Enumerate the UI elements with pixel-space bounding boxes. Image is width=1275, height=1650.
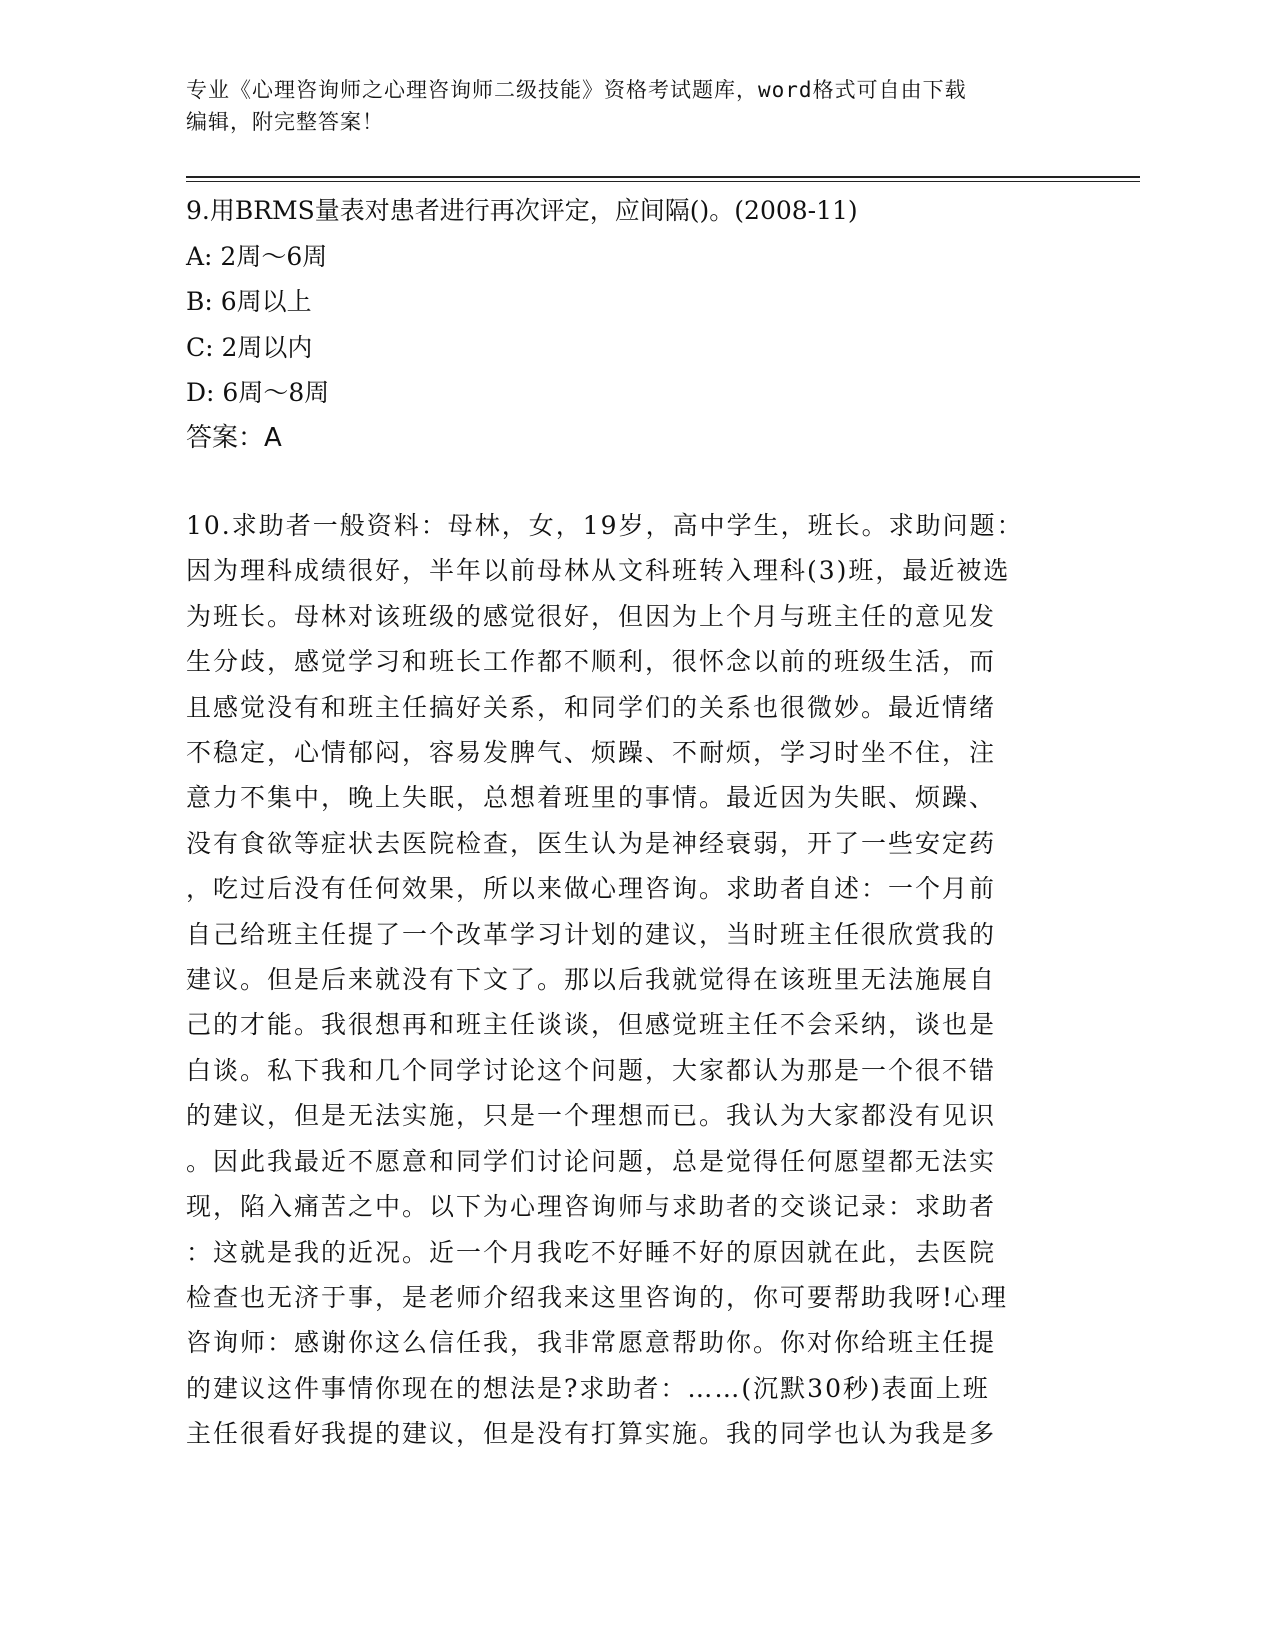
question-9-option-d: D: 6周～8周 — [186, 378, 330, 407]
header-divider-thin — [186, 181, 1140, 182]
question-10-line: 生分歧，感觉学习和班长工作都不顺利，很怀念以前的班级生活，而 — [186, 647, 997, 677]
question-9-answer: 答案：A — [186, 422, 282, 453]
document-header — [186, 74, 1066, 138]
question-10-line: 的建议，但是无法实施，只是一个理想而已。我认为大家都没有见识 — [186, 1101, 997, 1131]
question-10-line: 咨询师：感谢你这么信任我，我非常愿意帮助你。你对你给班主任提 — [186, 1328, 997, 1358]
header-line-1: 专业《心理咨询师之心理咨询师二级技能》资格考试题库，word格式可自由下载 — [186, 78, 967, 102]
question-10-line: 建议。但是后来就没有下文了。那以后我就觉得在该班里无法施展自 — [186, 965, 997, 995]
question-10-line: 主任很看好我提的建议，但是没有打算实施。我的同学也认为我是多 — [186, 1419, 997, 1449]
question-10-line: 且感觉没有和班主任搞好关系，和同学们的关系也很微妙。最近情绪 — [186, 692, 997, 722]
question-10-line: 的建议这件事情你现在的想法是?求助者：……(沉默30秒)表面上班 — [186, 1373, 990, 1403]
question-10-line: 没有食欲等症状去医院检查，医生认为是神经衰弱，开了一些安定药 — [186, 828, 997, 858]
question-10-line: 不稳定，心情郁闷，容易发脾气、烦躁、不耐烦，学习时坐不住，注 — [186, 738, 997, 768]
question-9-option-b: B: 6周以上 — [186, 287, 312, 316]
question-9-stem: 9.用BRMS量表对患者进行再次评定，应间隔()。(2008-11) — [186, 196, 858, 225]
question-10-line: ，吃过后没有任何效果，所以来做心理咨询。求助者自述：一个月前 — [186, 874, 997, 904]
question-10-line: 10.求助者一般资料：母林，女，19岁，高中学生，班长。求助问题： — [186, 511, 1024, 540]
question-10-line: 己的才能。我很想再和班主任谈谈，但感觉班主任不会采纳，谈也是 — [186, 1010, 997, 1040]
question-10-line: 自己给班主任提了一个改革学习计划的建议，当时班主任很欣赏我的 — [186, 919, 997, 949]
question-9-option-c: C: 2周以内 — [186, 332, 313, 362]
question-10-line: 意力不集中，晚上失眠，总想着班里的事情。最近因为失眠、烦躁、 — [186, 783, 997, 813]
question-10 — [186, 503, 1056, 1457]
question-9-option-a: A: 2周～6周 — [186, 241, 328, 271]
question-10-line: 。因此我最近不愿意和同学们讨论问题，总是觉得任何愿望都无法实 — [186, 1146, 997, 1176]
question-10-line: 为班长。母林对该班级的感觉很好，但因为上个月与班主任的意见发 — [186, 601, 997, 631]
question-10-line: 检查也无济于事，是老师介绍我来这里咨询的，你可要帮助我呀!心理 — [186, 1282, 1009, 1312]
header-divider-thick — [186, 176, 1140, 178]
question-10-line: 现，陷入痛苦之中。以下为心理咨询师与求助者的交谈记录：求助者 — [186, 1192, 997, 1222]
header-line-2: 编辑，附完整答案！ — [186, 110, 384, 134]
question-9 — [186, 188, 1086, 461]
question-10-line: ：这就是我的近况。近一个月我吃不好睡不好的原因就在此，去医院 — [186, 1237, 997, 1267]
question-10-line: 因为理科成绩很好，半年以前母林从文科班转入理科(3)班，最近被选 — [186, 556, 1011, 586]
question-10-line: 白谈。私下我和几个同学讨论这个问题，大家都认为那是一个很不错 — [186, 1055, 997, 1085]
